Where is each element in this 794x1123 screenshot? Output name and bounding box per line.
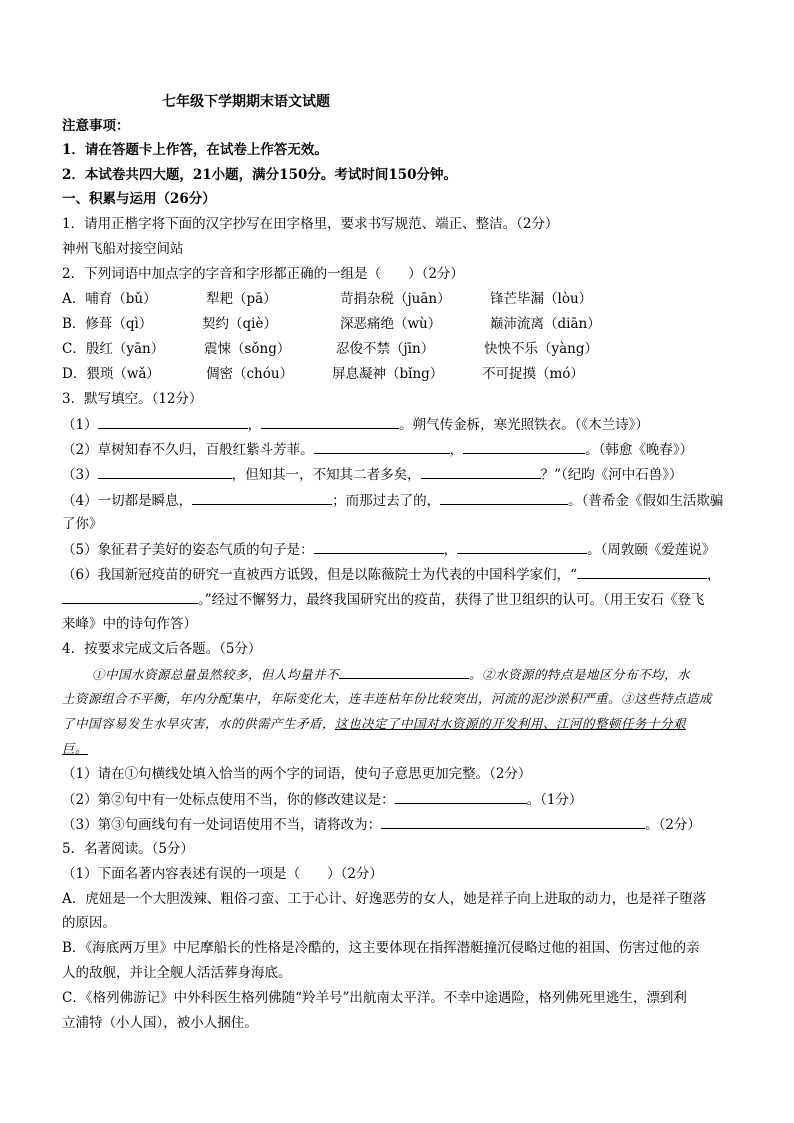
q2-a-word3: 苛捐杂税（juān） bbox=[340, 291, 451, 307]
q3-l4-prefix: （4）一切都是瞬息， bbox=[62, 493, 193, 509]
q4-underlined-sentence: 这也决定了中国对水资源的开发利用、江河的整顿任务十分艰 bbox=[335, 716, 687, 731]
answer-blank[interactable] bbox=[314, 539, 444, 554]
q5-stem: 5．名著阅读。（5分） bbox=[62, 841, 194, 857]
q2-d-word1: D．猥琐（wǎ） bbox=[62, 366, 160, 382]
q2-b-word1: B．修葺（qì） bbox=[62, 316, 153, 332]
q3-line-4 bbox=[62, 490, 723, 511]
q5-option-a-cont: 的原因。 bbox=[62, 915, 116, 931]
answer-blank[interactable] bbox=[62, 589, 198, 604]
q3-l6-suffix: 。”经过不懈努力，最终我国研究出的疫苗，获得了世卫组织的认可。（用王安石《登飞 bbox=[198, 592, 705, 608]
q3-l6-sep: ， bbox=[707, 567, 721, 583]
page-title: 七年级下学期期末语文试题 bbox=[162, 94, 330, 110]
q1-text: 神州飞船对接空间站 bbox=[62, 241, 184, 257]
q4-sub-3 bbox=[62, 814, 701, 835]
q2-a-word1: A．哺育（bǔ） bbox=[62, 291, 157, 307]
answer-blank[interactable] bbox=[98, 464, 232, 479]
q3-l3-mid: ，但知其一，不知其二者多矣， bbox=[231, 467, 421, 483]
q3-l2-suffix: 。（韩愈《晚春》） bbox=[585, 442, 694, 458]
notice-item-2: 2．本试卷共四大题，21小题，满分150分。考试时间150分钟。 bbox=[62, 167, 458, 183]
q5-sub-1: （1）下面名著内容表述有误的一项是（ ）（2分） bbox=[62, 866, 383, 882]
q3-l2-sep: ， bbox=[449, 442, 464, 458]
answer-blank[interactable] bbox=[440, 490, 568, 505]
q3-line-4-cont: 了你》 bbox=[62, 516, 103, 532]
q2-c-word2: 震悚（sǒng） bbox=[204, 341, 291, 357]
section-1-heading: 一、积累与运用（26分） bbox=[62, 191, 216, 207]
q2-b-word2: 契约（qiè） bbox=[202, 316, 277, 332]
answer-blank[interactable] bbox=[192, 490, 332, 505]
q2-d-word4: 不可捉摸（mó） bbox=[482, 366, 584, 382]
q4-p1-suffix: 。②水资源的特点是地区分布不均，水 bbox=[469, 667, 691, 682]
q2-stem: 2．下列词语中加点字的字音和字形都正确的一组是（ ）（2分） bbox=[62, 266, 464, 282]
q4-p3-prefix: 了中国容易发生水旱灾害，水的供需产生矛盾， bbox=[62, 716, 336, 731]
answer-blank[interactable] bbox=[98, 414, 248, 429]
answer-blank[interactable] bbox=[314, 439, 450, 454]
q5-option-b-cont: 人的敌舰，并让全舰人活活葬身海底。 bbox=[62, 965, 292, 981]
q4-s2-suffix: 。（1分） bbox=[526, 792, 583, 808]
q3-l4-suffix: 。（普希金《假如生活欺骗 bbox=[568, 493, 724, 509]
q3-stem: 3．默写填空。（12分） bbox=[62, 391, 203, 407]
answer-blank[interactable] bbox=[421, 464, 541, 479]
q3-l1-sep: ， bbox=[247, 417, 262, 433]
q4-sub-2 bbox=[62, 789, 582, 810]
q2-d-word2: 倜密（chóu） bbox=[206, 366, 294, 382]
q3-line-6-end: 来峰》中的诗句作答） bbox=[62, 616, 197, 632]
q5-option-c-cont: 立浦特（小人国），被小人捆住。 bbox=[62, 1015, 258, 1031]
q3-line-2 bbox=[62, 439, 693, 460]
q3-l5-suffix: 。（周敦颐《爱莲说》 bbox=[587, 542, 716, 558]
q4-s3-prefix: （3）第③句画线句有一处词语使用不当，请将改为： bbox=[62, 817, 382, 833]
q3-l5-sep: ， bbox=[443, 542, 458, 558]
notice-item-1: 1．请在答题卡上作答，在试卷上作答无效。 bbox=[62, 142, 328, 158]
q2-a-word4: 锋芒毕漏（lòu） bbox=[490, 291, 593, 307]
q2-b-word3: 深恶痛绝（wù） bbox=[340, 316, 442, 332]
answer-blank[interactable] bbox=[463, 439, 585, 454]
q2-c-word1: C．殷红（yān） bbox=[62, 341, 165, 357]
q2-c-word4: 快怏不乐（yàng） bbox=[484, 341, 599, 357]
q4-passage-line-3 bbox=[62, 714, 686, 734]
q4-p1-prefix: ①中国水资源总量虽然较多，但人均量并不 bbox=[92, 667, 340, 682]
answer-blank[interactable] bbox=[261, 414, 399, 429]
q3-l6-prefix: （6）我国新冠疫苗的研究一直被西方诋毁，但是以陈薇院士为代表的中国科学家们，“ bbox=[62, 567, 577, 583]
q3-l5-prefix: （5）象征君子美好的姿态气质的句子是： bbox=[62, 542, 314, 558]
q2-c-word3: 忍俊不禁（jīn） bbox=[336, 341, 435, 357]
q3-l2-prefix: （2）草树知春不久归，百般红紫斗芳菲。 bbox=[62, 442, 314, 458]
q4-passage-line-1 bbox=[92, 664, 690, 685]
q3-l1-prefix: （1） bbox=[62, 417, 98, 433]
q3-line-6-cont bbox=[62, 589, 704, 610]
answer-blank[interactable] bbox=[395, 789, 527, 804]
q4-s2-prefix: （2）第②句中有一处标点使用不当，你的修改建议是： bbox=[62, 792, 395, 808]
q3-line-5 bbox=[62, 539, 715, 560]
q4-s3-suffix: 。（2分） bbox=[645, 817, 701, 833]
q3-l1-suffix: 。朔气传金柝，寒光照铁衣。（《木兰诗》） bbox=[399, 417, 649, 433]
q3-l4-mid: ；而那过去了的， bbox=[332, 493, 441, 509]
q3-line-6 bbox=[62, 564, 721, 585]
q3-line-1 bbox=[62, 414, 649, 435]
q4-passage-line-2: 土资源组合不平衡，年内分配集中，年际变化大，连丰连枯年份比较突出，河流的泥沙淤积严重。③这些特点造成 bbox=[62, 691, 713, 706]
q4-passage-line-4: 巨。 bbox=[62, 741, 89, 756]
q4-sub-1: （1）请在①句横线处填入恰当的两个字的词语，使句子意思更加完整。（2分） bbox=[62, 766, 532, 782]
answer-blank[interactable] bbox=[381, 814, 645, 829]
q2-b-word4: 巅沛流离（diān） bbox=[490, 316, 601, 332]
q3-line-3 bbox=[62, 464, 683, 485]
notice-heading: 注意事项： bbox=[62, 118, 130, 134]
q5-option-a: A．虎妞是一个大胆泼辣、粗俗刁蛮、工于心计、好逸恶劳的女人，她是祥子向上进取的动力，也是祥子堕落 bbox=[62, 891, 707, 907]
answer-blank[interactable] bbox=[339, 664, 469, 679]
q2-d-word3: 屏息凝神（bǐng） bbox=[332, 366, 444, 382]
q1-stem: 1．请用正楷字将下面的汉字抄写在田字格里，要求书写规范、端正、整洁。（2分） bbox=[62, 216, 559, 232]
q2-a-word2: 犁耙（pā） bbox=[206, 291, 277, 307]
q3-l3-suffix: ？”（纪昀《河中石兽》） bbox=[540, 467, 683, 483]
answer-blank[interactable] bbox=[577, 564, 707, 579]
q3-l3-prefix: （3） bbox=[62, 467, 98, 483]
answer-blank[interactable] bbox=[457, 539, 587, 554]
q5-option-b: B．《海底两万里》中尼摩船长的性格是冷酷的，这主要体现在指挥潜艇撞沉侵略过他的祖国、伤害过他的亲 bbox=[62, 940, 700, 956]
q5-option-c: C．《格列佛游记》中外科医生格列佛随“羚羊号”出航南太平洋。不幸中途遇险，格列佛死里逃生，漂到利 bbox=[62, 990, 687, 1006]
q4-stem: 4．按要求完成文后各题。（5分） bbox=[62, 641, 262, 657]
